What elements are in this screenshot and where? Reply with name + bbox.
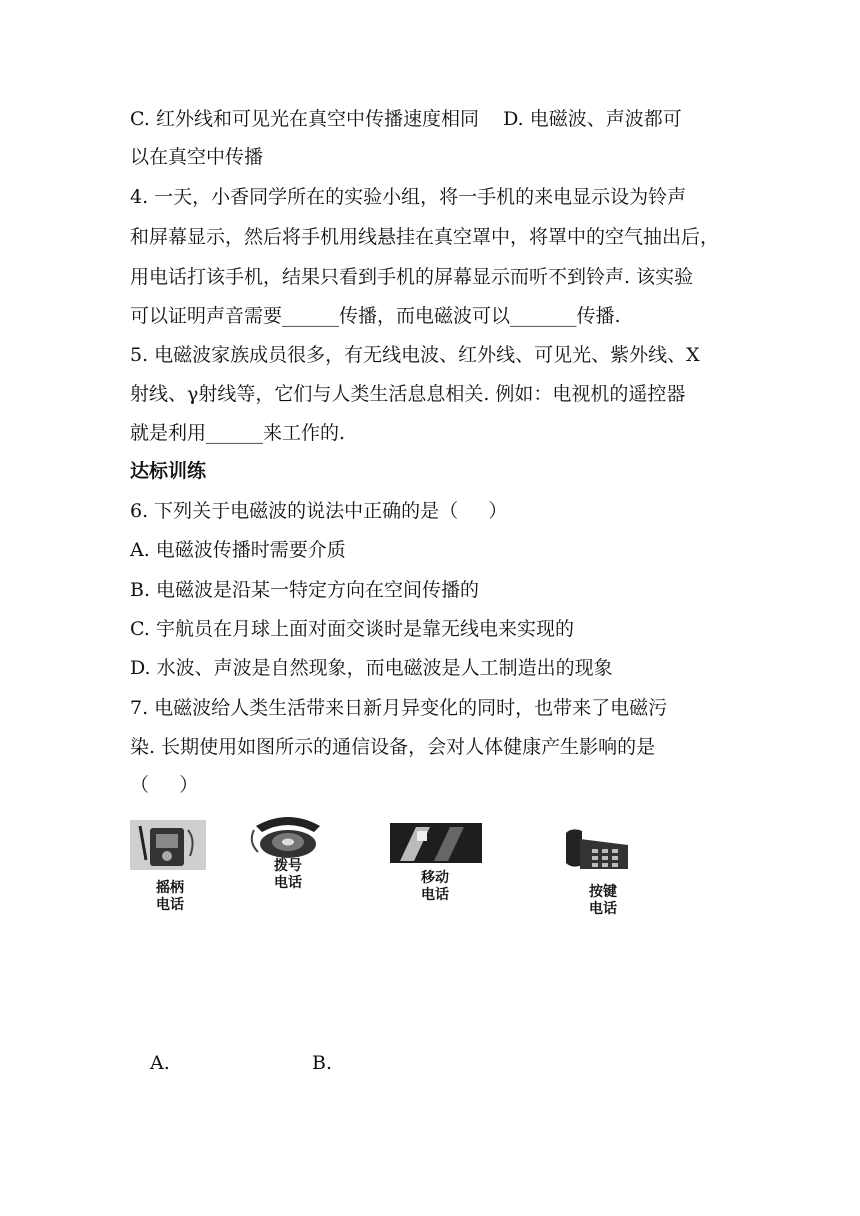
question-6-option-b: B. 电磁波是沿某一特定方向在空间传播的 (130, 579, 480, 601)
figure-caption: 摇柄 电话 (156, 880, 184, 913)
section-heading: 达标训练 (130, 460, 207, 482)
question-7-stem: （ ） (130, 774, 199, 796)
question-7-stem: 7. 电磁波给人类生活带来日新月异变化的同时，也带来了电磁污 (130, 697, 668, 719)
text-line: 5. 电磁波家族成员很多，有无线电波、红外线、可见光、紫外线、X (130, 344, 700, 366)
text-line: 以在真空中传播 (130, 146, 264, 168)
text-line: 用电话打该手机，结果只看到手机的屏幕显示而听不到铃声. 该实验 (130, 266, 694, 288)
figure-caption: 按键 电话 (589, 884, 617, 917)
question-6-stem: 6. 下列关于电磁波的说法中正确的是（ ） (130, 500, 508, 522)
text-line: 4. 一天，小香同学所在的实验小组，将一手机的来电显示设为铃声 (130, 186, 687, 208)
question-6-option-a: A. 电磁波传播时需要介质 (130, 539, 346, 561)
rotary-telephone-icon (248, 812, 328, 860)
mobile-phone-icon (390, 823, 482, 863)
choice-label-a: A. (150, 1052, 170, 1074)
choice-label-b: B. (312, 1052, 333, 1074)
question-6-option-d: D. 水波、声波是自然现象，而电磁波是人工制造出的现象 (130, 657, 613, 679)
push-button-telephone-icon (562, 825, 634, 873)
figure-caption: 移动 电话 (421, 870, 449, 903)
text-line: C. 红外线和可见光在真空中传播速度相同 D. 电磁波、声波都可 (130, 108, 682, 130)
text-line: 射线、γ射线等，它们与人类生活息息相关. 例如：电视机的遥控器 (130, 383, 686, 405)
text-line: 就是利用______来工作的. (130, 422, 346, 444)
question-6-option-c: C. 宇航员在月球上面对面交谈时是靠无线电来实现的 (130, 618, 574, 640)
text-line: 和屏幕显示，然后将手机用线悬挂在真空罩中，将罩中的空气抽出后， (130, 226, 720, 248)
figure-caption: 拨号 电话 (274, 858, 302, 891)
question-7-stem: 染. 长期使用如图所示的通信设备，会对人体健康产生影响的是 (130, 736, 656, 758)
crank-telephone-icon (130, 820, 206, 870)
text-line: 可以证明声音需要______传播，而电磁波可以_______传播. (130, 305, 621, 327)
